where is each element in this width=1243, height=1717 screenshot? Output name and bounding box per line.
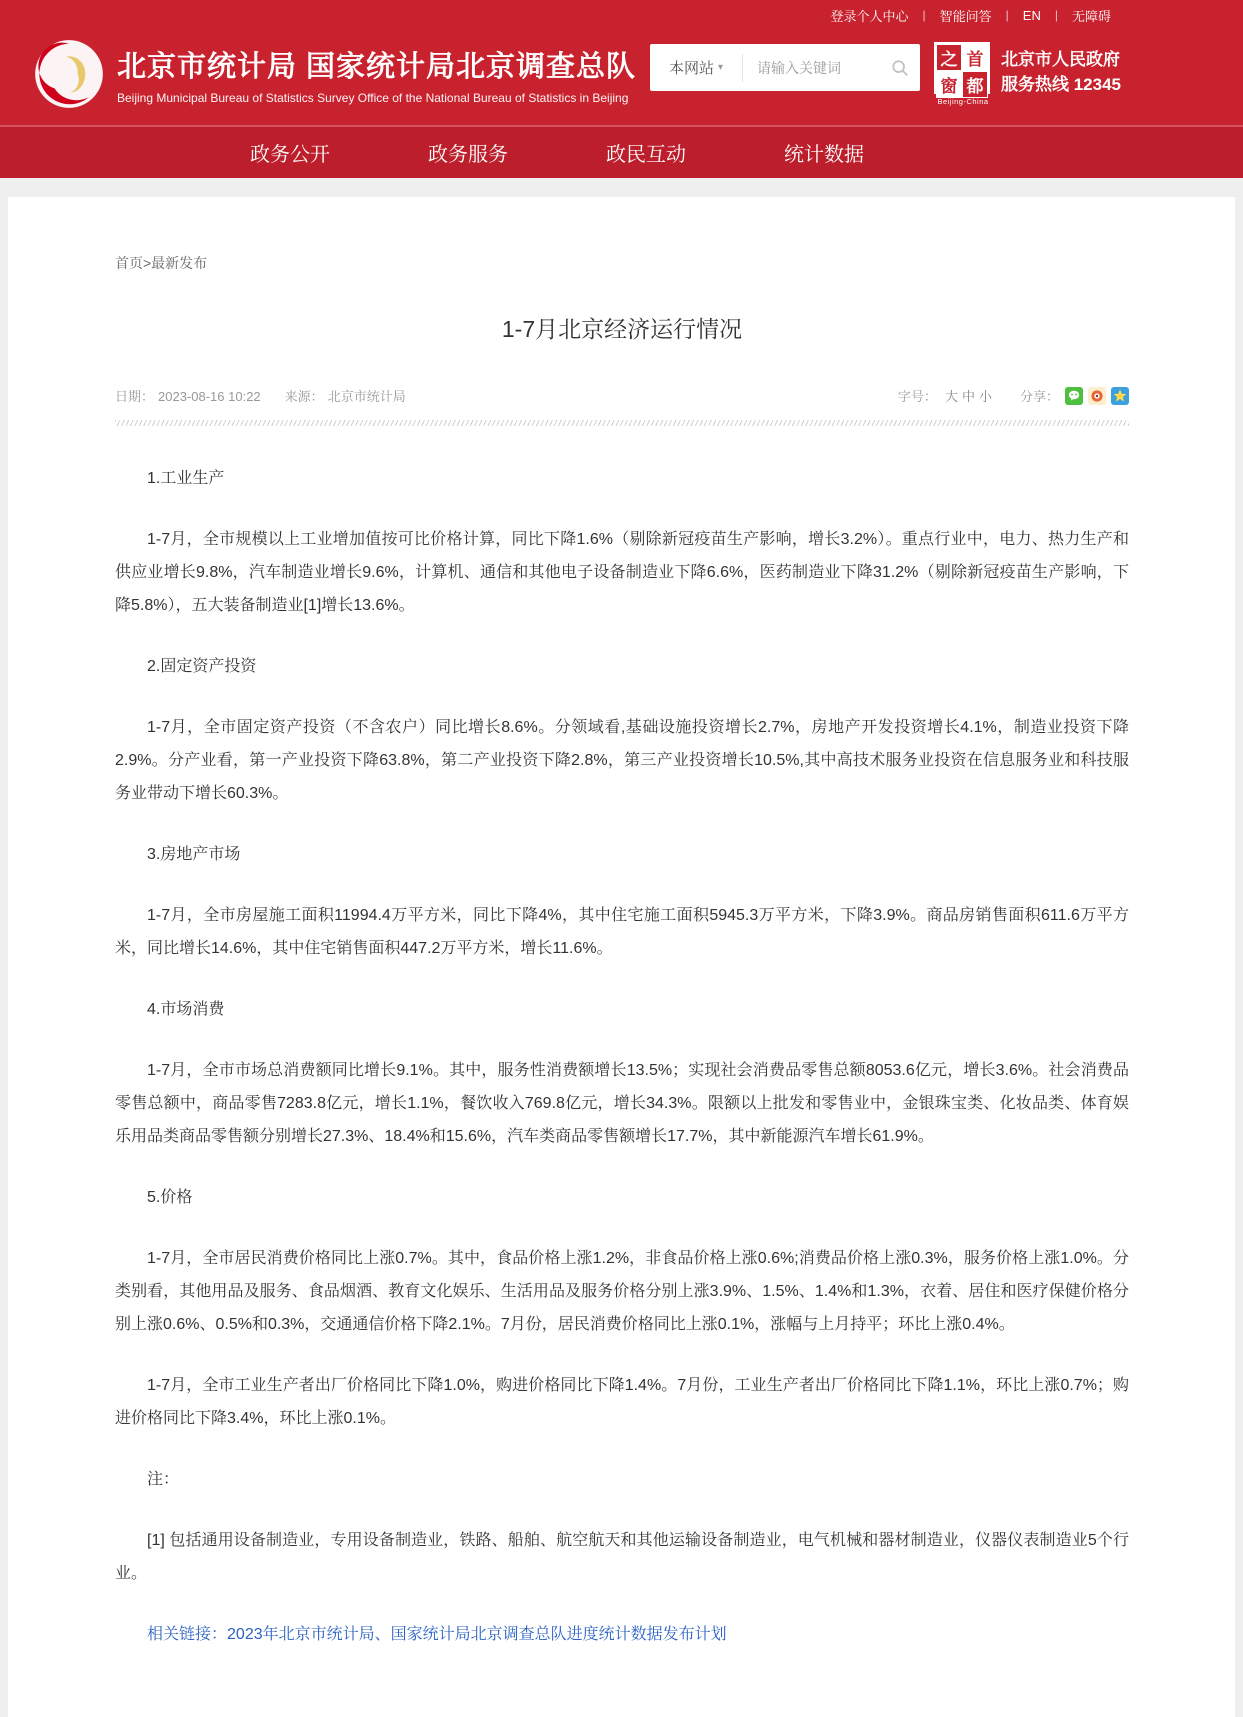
topbar xyxy=(0,0,1243,30)
topbar-link-3[interactable]: EN xyxy=(1022,7,1041,23)
share-label: 分享： xyxy=(1019,389,1059,404)
site-header xyxy=(0,30,1243,125)
main-nav xyxy=(0,125,1243,178)
article-meta-left xyxy=(115,386,410,405)
related-label: 相关链接： xyxy=(147,1626,228,1643)
section-heading: 3.房地产市场 xyxy=(147,846,241,863)
search-input[interactable] xyxy=(743,60,880,76)
chevron-down-icon: ▾ xyxy=(717,62,724,73)
nav-item-2[interactable]: 政务服务 xyxy=(428,144,508,166)
date-value: 2023-08-16 10:22 xyxy=(158,389,261,404)
related-link[interactable]: 2023年北京市统计局、国家统计局北京调查总队进度统计数据发布计划 xyxy=(227,1626,727,1643)
topbar-links: 登录个人中心 | 智能问答 | EN | 无障碍 xyxy=(830,7,1111,24)
seal-char: 之 xyxy=(936,44,962,71)
brand[interactable] xyxy=(33,38,636,110)
topbar-link-2[interactable]: 智能问答 xyxy=(939,8,992,24)
fontsize-option-1[interactable]: 大 xyxy=(944,389,958,404)
fontsize-option-3[interactable]: 小 xyxy=(978,389,992,404)
wechat-share-icon[interactable] xyxy=(1065,387,1083,405)
fontsize-label: 字号： xyxy=(897,389,937,404)
hotline-line2: 服务热线 12345 xyxy=(1001,75,1121,94)
article-paragraph: 1-7月，全市固定资产投资（不含农户）同比增长8.6%。分领域看,基础设施投资增长2.7%，房地产开发投资增长4.1%，制造业投资下降2.9%。分产业看，第一产业投资下降63.8%，第二产业投资下降2.8%，第三产业投资增长10.5%,其中高技术服务业投资在信息服务业和科技服务业带动下增长60.3%。 xyxy=(115,719,1129,802)
nav-item-1[interactable]: 政务公开 xyxy=(250,144,330,166)
seal-char: 首 xyxy=(962,44,988,71)
hotline xyxy=(1001,47,1121,97)
article-paragraph: 1-7月，全市房屋施工面积11994.4万平方米，同比下降4%，其中住宅施工面积5945.3万平方米，下降3.9%。商品房销售面积611.6万平方米，同比增长14.6%，其中住宅销售面积447.2万平方米，增长11.6%。 xyxy=(115,907,1129,957)
source-value: 北京市统计局 xyxy=(327,389,406,404)
share-icons xyxy=(1065,387,1129,405)
section-heading: 2.固定资产投资 xyxy=(147,658,257,675)
article-paragraph: [1] 包括通用设备制造业，专用设备制造业，铁路、船舶、航空航天和其他运输设备制造业，电气机械和器材制造业，仪器仪表制造业5个行业。 xyxy=(115,1532,1129,1582)
source-label: 来源： xyxy=(284,389,324,404)
hatched-divider xyxy=(115,420,1129,426)
site-subtitle: Beijing Municipal Bureau of Statistics Survey Office of the National Bureau of Statistics in Beijing xyxy=(117,90,629,105)
article-meta xyxy=(115,386,1129,405)
fontsize-option-2[interactable]: 中 xyxy=(961,389,975,404)
search-scope-select[interactable] xyxy=(650,57,742,78)
weibo-share-icon[interactable] xyxy=(1088,387,1106,405)
capital-window-seal-icon xyxy=(934,42,990,94)
nav-item-4[interactable]: 统计数据 xyxy=(784,144,864,166)
date-label: 日期： xyxy=(115,389,155,404)
article-paragraph: 1-7月，全市市场总消费额同比增长9.1%。其中，服务性消费额增长13.5%；实现社会消费品零售总额8053.6亿元，增长3.6%。社会消费品零售总额中，商品零售7283.8亿元，增长1.1%，餐饮收入769.8亿元，增长34.3%。限额以上批发和零售业中，金银珠宝类、化妆品类、体育娱乐用品类商品零售额分别增长27.3%、18.4%和15.6%，汽车类商品零售额增长17.7%，其中新能源汽车增长61.9%。 xyxy=(115,1062,1129,1145)
article-paragraph: 1-7月，全市规模以上工业增加值按可比价格计算，同比下降1.6%（剔除新冠疫苗生产影响，增长3.2%）。重点行业中，电力、热力生产和供应业增长9.8%，汽车制造业增长9.6%，计算机、通信和其他电子设备制造业下降6.6%，医药制造业下降31.2%（剔除新冠疫苗生产影响，下降5.8%），五大装备制造业[1]增长13.6%。 xyxy=(115,531,1129,614)
article-title: 1-7月北京经济运行情况 xyxy=(501,316,743,342)
fontsize-options xyxy=(943,386,994,405)
section-heading: 5.价格 xyxy=(147,1189,193,1206)
topbar-link-1[interactable]: 登录个人中心 xyxy=(830,8,909,24)
article-meta-right xyxy=(898,386,1129,405)
nav-item-3[interactable]: 政民互动 xyxy=(606,144,686,166)
breadcrumb[interactable]: 首页>最新发布 xyxy=(115,255,208,271)
section-heading: 4.市场消费 xyxy=(147,1001,225,1018)
qzone-share-icon[interactable] xyxy=(1111,387,1129,405)
capital-window-logo[interactable] xyxy=(934,42,992,106)
capital-window-caption: Beijing-China xyxy=(937,97,989,106)
search-box xyxy=(650,44,920,91)
section-heading: 注： xyxy=(147,1471,180,1488)
search-scope-label: 本网站 xyxy=(668,60,714,77)
section-heading: 1.工业生产 xyxy=(147,470,225,487)
related-links xyxy=(115,1618,1129,1651)
topbar-link-4[interactable]: 无障碍 xyxy=(1071,8,1111,24)
content-card xyxy=(8,197,1235,1717)
article-paragraph: 1-7月，全市工业生产者出厂价格同比下降1.0%，购进价格同比下降1.4%。7月份，工业生产者出厂价格同比下降1.1%，环比上涨0.7%；购进价格同比下降3.4%，环比上涨0.1%。 xyxy=(115,1377,1129,1427)
bureau-logo-icon xyxy=(33,38,105,110)
article-paragraph: 1-7月，全市居民消费价格同比上涨0.7%。其中，食品价格上涨1.2%，非食品价格上涨0.6%;消费品价格上涨0.3%，服务价格上涨1.0%。分类别看，其他用品及服务、食品烟酒、教育文化娱乐、生活用品及服务价格分别上涨3.9%、1.5%、1.4%和1.3%，衣着、居住和医疗保健价格分别上涨0.6%、0.5%和0.3%，交通通信价格下降2.1%。7月份，居民消费价格同比上涨0.1%，涨幅与上月持平；环比上涨0.4%。 xyxy=(115,1250,1129,1333)
search-icon[interactable] xyxy=(880,59,920,77)
seal-char: 都 xyxy=(962,71,988,98)
site-title: 北京市统计局 国家统计局北京调查总队 xyxy=(117,50,637,83)
seal-char: 窗 xyxy=(936,71,962,98)
article-body xyxy=(115,462,1129,1590)
brand-text xyxy=(117,44,636,105)
hotline-line1: 北京市人民政府 xyxy=(1001,50,1120,69)
